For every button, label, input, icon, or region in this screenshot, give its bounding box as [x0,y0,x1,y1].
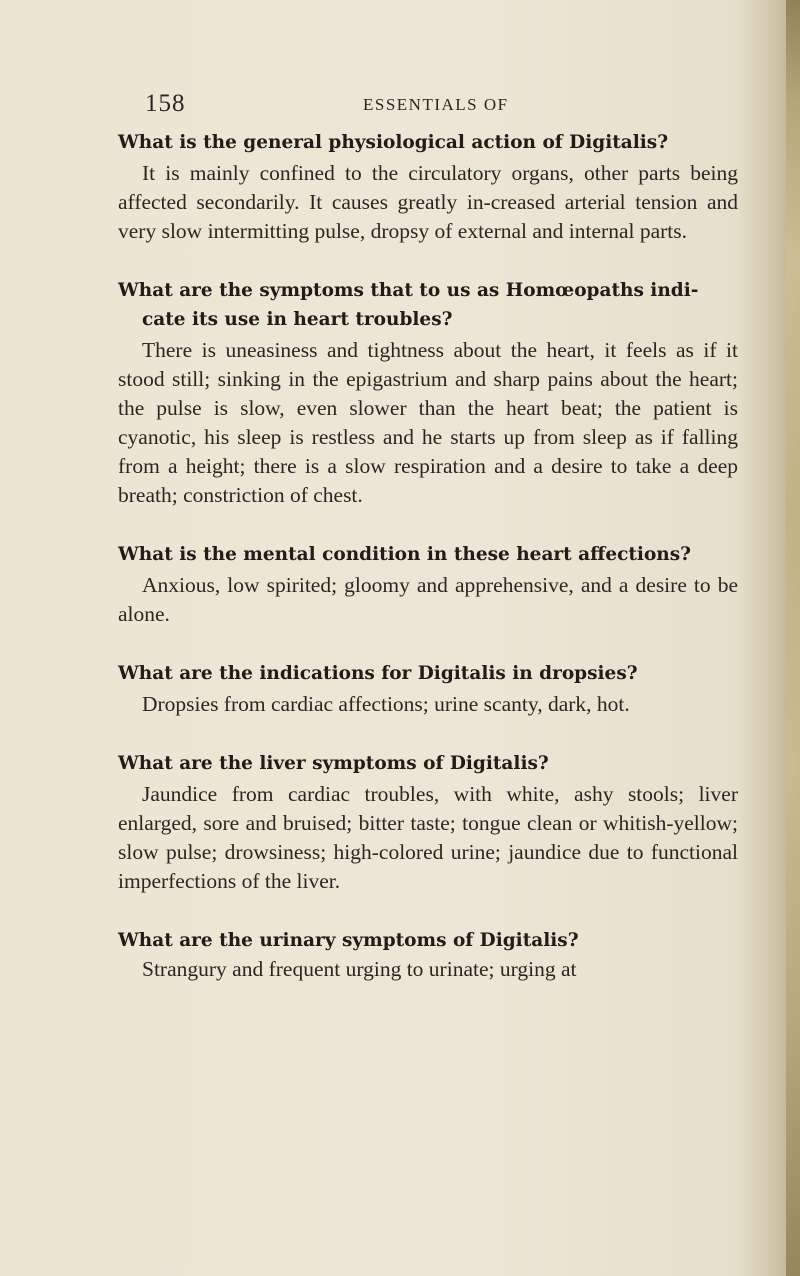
answer: It is mainly confined to the circulatory organs, other parts being affected secondarily. It causes greatly in-creased arterial tension and very slow intermitting pulse, dropsy of external and internal parts. [118,161,738,243]
question: What are the symptoms that to us as Homœopaths indi-cate its use in heart troubles? [118,280,699,330]
qa-block [118,659,738,719]
answer: Jaundice from cardiac troubles, with white, ashy stools; liver enlarged, sore and bruised; bitter taste; tongue clean or whitish-yellow; slow pulse; drowsiness; high-colored urine; jaundice due to functional imperfections of the liver. [118,782,738,893]
answer: Anxious, low spirited; gloomy and apprehensive, and a desire to be alone. [118,573,738,626]
qa-block [118,540,738,629]
running-head-title: ESSENTIALS OF [363,95,509,114]
qa-block [118,128,738,246]
page-number: 158 [145,90,186,117]
qa-block [118,926,738,984]
answer: Strangury and frequent urging to urinate; urging at [142,957,577,981]
question: What is the general physiological action of Digitalis? [118,132,669,153]
answer: Dropsies from cardiac affections; urine scanty, dark, hot. [142,692,630,716]
question: What are the indications for Digitalis in dropsies? [118,663,638,684]
question: What is the mental condition in these heart affections? [118,544,691,565]
question: What are the urinary symptoms of Digitalis? [118,930,579,951]
question: What are the liver symptoms of Digitalis? [118,753,549,774]
qa-block [118,749,738,896]
running-head [145,90,600,120]
answer: There is uneasiness and tightness about the heart, it feels as if it stood still; sinking in the epigastrium and sharp pains about the heart; the pulse is slow, even slower than the heart beat; the patient is cyanotic, his sleep is restless and he starts up from sleep as if falling from a height; there is a slow respiration and a desire to take a deep breath; constriction of chest. [118,338,738,507]
page-edge [786,0,800,1276]
qa-block [118,276,738,510]
page-body [118,128,738,1014]
